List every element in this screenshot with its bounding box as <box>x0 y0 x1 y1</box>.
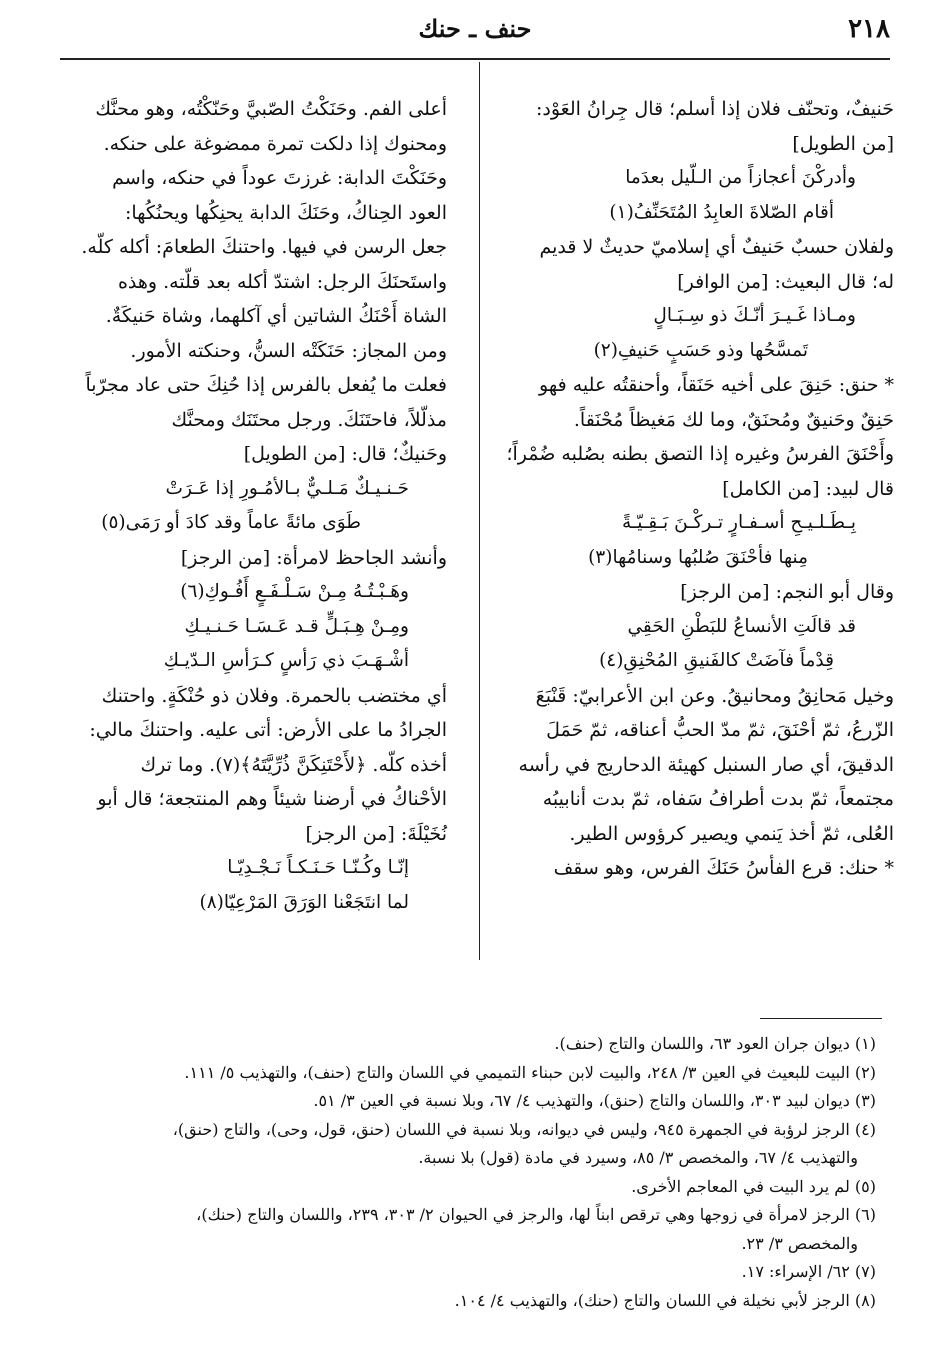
footnote-2: (٢) البيت للبعيث في العين ٣/ ٢٤٨، والبيت لابن حبناء التميمي في اللسان والتاج (حنف)، والتهذيب ٥/ ١١١. <box>184 1062 876 1082</box>
text-line: ومن المجاز: حَنَكَتْه السنُّ، وحنكته الأمور. <box>130 339 447 362</box>
verse-hemistich: ومـاذا غَـيـرَ أنّـكَ ذو سِـبَـالٍ <box>653 305 856 326</box>
text-line: مجتمعاً، ثمّ بدت أطرافُ سَفاه، ثمّ بدت أنابيبُه <box>542 788 894 810</box>
column-divider <box>479 62 480 960</box>
footnote-3: (٣) ديوان لبيد ٣٠٣، واللسان والتاج (حنق)، والتهذيب ٤/ ٦٧، وبلا نسبة في العين ٣/ ٥١. <box>313 1091 876 1110</box>
text-line: ومحنوك إذا دلكت تمرة ممضوغة على حنكه. <box>103 132 447 155</box>
text-line: حَنيفٌ، وتحنّف فلان إذا أسلم؛ قال جِرانُ العَوْد: <box>535 98 894 120</box>
text-line: الدقيقَ، أي صار السنبل كهيئة الدحاريج في رأسه <box>518 753 894 776</box>
verse-line: لما انتَجَعْنا الوَرَقَ المَرْعِيّا(٨) <box>199 891 409 913</box>
verse-hemistich: وأدركْنَ أعجازاً من الـلّيل بعدَما <box>625 167 856 188</box>
verse-line: إنّـا وكُـنّـا حَـنَـكـاً نَـجْـدِيّـا <box>227 857 409 878</box>
verse-hemistich: قِدْماً فآضَتْ كالفَنيقِ المُحْنِقِ(٤) <box>599 650 834 671</box>
footnote-4-continued: والتهذيب ٤/ ٦٧، والمخصص ٣/ ٨٥، وسيرد في مادة (قول) بلا نسبة. <box>418 1148 858 1167</box>
header-rule <box>60 58 890 60</box>
verse-line: وهَـبْـتُـهُ مِـنْ سَـلْـفَـعٍ أَفُـوكِ(٦) <box>180 581 409 602</box>
left-column <box>62 92 447 920</box>
text-line: مذلّلاً، فاحتَنَكَ. ورجل محتَنَك ومحنَّك <box>171 408 447 431</box>
footnote-rule <box>760 1018 882 1019</box>
text-line: واستَحنَكَ الرجل: اشتدّ أكله بعد قلّته. وهذه <box>117 270 447 293</box>
text-line: نُخَيْلَةَ: [من الرجز] <box>305 822 447 845</box>
text-line: وأَحْنَقَ الفرسُ وغيره إذا التصق بطنه بصُلبه ضُمْراً؛ <box>506 443 894 465</box>
footnote-4: (٤) الرجز لرؤبة في الجمهرة ٩٤٥، وليس في ديوانه، وبلا نسبة في اللسان (حنق، قول، وحى)، والتاج (حنق)، <box>172 1119 876 1139</box>
text-line: الشاة أَحْنَكُ الشاتين أي آكلهما، وشاة حَنيكَةٌ. <box>105 305 447 327</box>
verse-hemistich: مِنها فأحْنَقَ صُلبُها وسنامُها(٣) <box>588 546 808 568</box>
running-title: حنف ـ حنك <box>418 14 532 43</box>
text-line: جعل الرسن في فيها. واحتنكَ الطعامَ: أكله كلّه. <box>81 236 447 258</box>
text-line: الزّرعُ، ثمّ أحْنَقَ، ثمّ مدّ الحبُّ أعناقه، ثمّ حَمَلَ <box>546 719 894 741</box>
footnote-1: (١) ديوان جران العود ٦٣، واللسان والتاج (حنف). <box>554 1034 876 1053</box>
footnotes <box>66 1030 876 1315</box>
verse-line: أشْـهَـبَ ذي رَأسٍ كـرَأسِ الـدّيـكِ <box>163 650 409 671</box>
text-line: وحَنيكٌ؛ قال: [من الطويل] <box>243 443 447 465</box>
text-line: وخيل مَحانِقُ ومحانيقُ. وعن ابن الأعرابيّ: قَنْبَعَ <box>535 684 894 707</box>
text-line: أعلى الفم. وحَنَكْتُ الصّبيَّ وحَنّكْتُه، وهو محنَّك <box>95 98 447 120</box>
text-line: الأحْناكُ في أرضنا شيئاً وهم المنتجعة؛ قال أبو <box>97 788 447 810</box>
text-line: أخذه كلّه. ﴿لأَحْتَنِكَنَّ ذُرِّيَّتَهُ﴾(٧). وما ترك <box>140 753 447 776</box>
meter-label: [من الطويل] <box>792 132 894 155</box>
footnote-6: (٦) الرجز لامرأة في زوجها وهي ترقص ابناً لها، والرجز في الحيوان ٢/ ٣٠٣، ٢٣٩، واللسان والتاج (حنك)، <box>196 1205 876 1224</box>
footnote-7: (٧) ٦٢/ الإسراء: ١٧. <box>741 1262 876 1281</box>
verse-hemistich: أقام الصّلاةَ العابِدُ المُتَحَنِّفُ(١) <box>609 201 834 223</box>
text-line: العُلى، ثمّ أخذ يَنمي ويصير كرؤوس الطير. <box>569 822 894 845</box>
text-line: قال لبيد: [من الكامل] <box>722 477 894 500</box>
verse-hemistich: قد قالَتِ الأنساعُ للبَطْنِ الحَقِي <box>627 615 856 637</box>
text-line: حَنِقٌ وحَنيقٌ ومُحنَقٌ، وما لك مَغيظاً مُحْنَقاً. <box>573 408 894 431</box>
text-line: الجرادُ ما على الأرض: أتى عليه. واحتنكَ مالي: <box>89 719 447 741</box>
text-line: فعلت ما يُفعل بالفرس إذا حُنِكَ حتى عاد مجرّباً <box>85 374 447 396</box>
footnote-5: (٥) لم يرد البيت في المعاجم الأخرى. <box>631 1176 876 1196</box>
entry-heading-line: * حنق: حَنِقَ على أخيه حَنَقاً، وأحنقتُه عليه فهو <box>539 374 894 396</box>
text-line: ولفلان حسبٌ حَنيفٌ أي إسلاميّ حديثٌ لا قديم <box>539 236 894 258</box>
verse-hemistich: طَوَى مائةً عاماً وقد كادَ أو رَمَى(٥) <box>101 512 361 533</box>
verse-hemistich: بِـطَـلـيـحِ أسـفـارٍ تـركْـنَ بَـقِـيّـةً <box>621 512 856 533</box>
page-header <box>60 14 890 54</box>
text-line: وقال أبو النجم: [من الرجز] <box>680 581 894 603</box>
verse-hemistich: حَـنـيـكٌ مَـلـيٌّ بـالأمُـورِ إذا عَـرَتْ <box>165 477 409 499</box>
text-line: العود الحِناكُ، وحَنَكَ الدابة يحنِكُها ويحنُكُها: <box>124 201 447 224</box>
footnote-6-continued: والمخصص ٣/ ٢٣. <box>741 1233 858 1253</box>
page-number: ٢١٨ <box>848 14 890 44</box>
verse-line: ومِـنْ هِـبَـلٍّ قـد عَـسَـا حَـنـيـكِ <box>184 615 409 637</box>
text-line: أي مختضب بالحمرة. وفلان ذو حُنْكَةٍ. واحتنك <box>101 684 447 707</box>
text-line: وأنشد الجاحظ لامرأة: [من الرجز] <box>180 546 447 569</box>
text-line: وحَنَكْتَ الدابة: غرزتَ عوداً في حنكه، واسم <box>112 167 447 189</box>
entry-heading-line: * حنك: قرع الفأسُ حَنَكَ الفرس، وهو سقف <box>553 857 894 879</box>
verse-hemistich: تَمسَّحُها وذو حَسَبٍ حَنيفِ(٢) <box>593 339 808 361</box>
footnote-8: (٨) الرجز لأبي نخيلة في اللسان والتاج (حنك)، والتهذيب ٤/ ١٠٤. <box>454 1290 876 1310</box>
text-line: له؛ قال البعيث: [من الوافر] <box>677 270 894 293</box>
right-column <box>489 92 894 886</box>
